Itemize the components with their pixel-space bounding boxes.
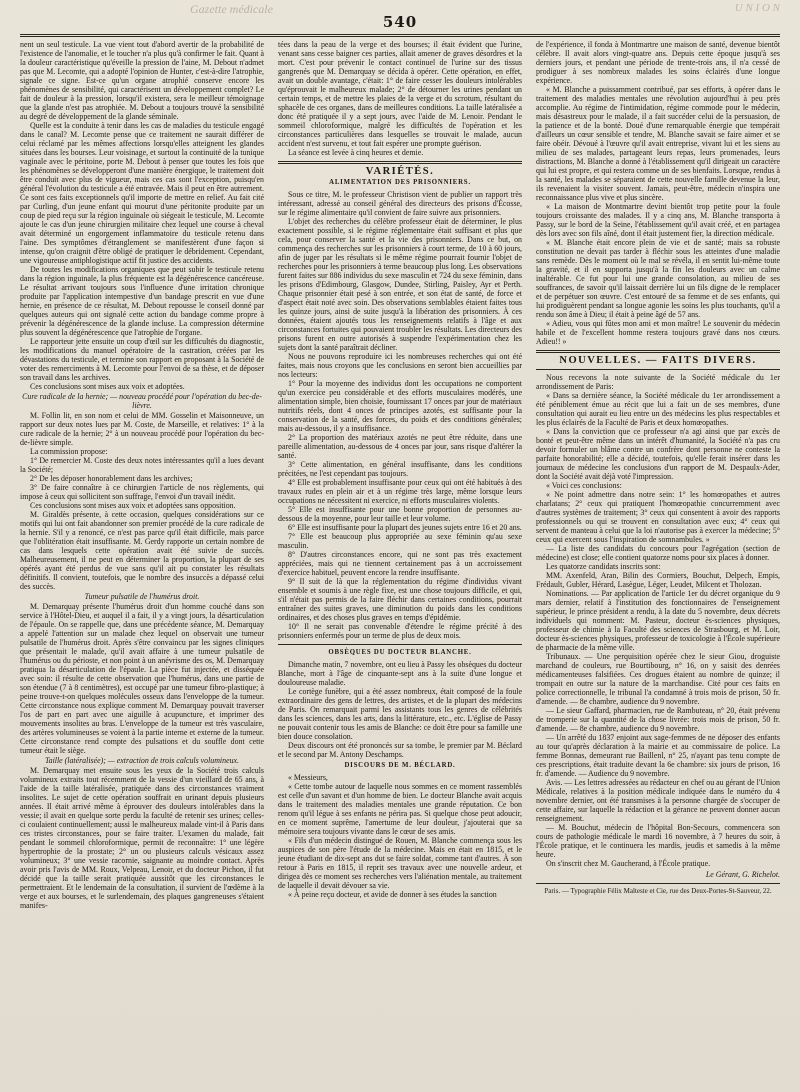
columns (20, 40, 780, 910)
paragraph: « Fils d'un médecin distingué de Rouen, M. Blanche commença sous les auspices de son père l'étude de la médecine. Mais en était en 1815, et le jeune étudiant de dix-sept ans dut se faire soldat, comme tant d'autres. À son retour à Paris en 1815, il reprit ses travaux avec une nouvelle ardeur, et dirigea dès ce moment ses recherches vers l'aliénation mentale, au traitement de laquelle il devait dévouer sa vie. (278, 836, 522, 890)
paragraph: 10° Il ne serait pas convenable d'étendre le régime précité à des prisonniers enfermés pour un terme de plus de deux mois. (278, 622, 522, 640)
paragraph: M. Demarquay présente l'humérus droit d'un homme couché dans son service à l'Hôtel-Dieu, et auquel il a fait, il y a vingt jours, la désarticulation de l'épaule. On se rappelle que, dans une précédente séance, M. Demarquay a appelé l'attention sur un malade chez lequel on observait une tumeur pulsatile de l'humérus droit. Après s'être convaincu par les signes cliniques que présentait le malade, qu'il avait affaire à une tumeur pulsatile de l'humérus ou du périoste, et non point à un anévrisme des os, M. Demarquay pratiqua la désarticulation de l'épaule. La pièce fut injectée, et disséquée avec soin: il résulte de cette observation que l'humérus, dans une partie de son étendue (7 à 8 centimètres), est occupé par une tumeur fibro-plastique; à peine trouve-t-on quelques molécules osseux dans l'enveloppe de la tumeur. Cette circonstance nous explique comment M. Demarquay pouvait traverser l'os de part en part avec une aiguille à acupuncture, et imprimer des mouvements insolites au bras. L'enveloppe de la tumeur est très vasculaire, des artères volumineuses se voient à la partie interne et externe de la tumeur. Cette circonstance rend compte des pulsations et du souffle dont cette tumeur était le siège. (20, 602, 264, 755)
ghost-header-right: U N I O N (734, 2, 780, 14)
paragraph: M. Follin lit, en son nom et celui de MM. Gosselin et Maisonneuve, un rapport sur deux notes lues par M. Coste, de Marseille, et relatives: 1° à la cure radicale de la hernie; 2° à un nouveau procédé pour l'opération du bec-de-lièvre simple. (20, 411, 264, 447)
section-title-varietes: VARIÉTÉS. (365, 166, 435, 177)
header-rule (20, 34, 780, 37)
subtitle-alimentation: ALIMENTATION DES PRISONNIERS. (329, 179, 471, 186)
paragraph: 1° De remercier M. Coste des deux notes intéressantes qu'il a lues devant la Société; (20, 456, 264, 474)
paragraph: 3° Cette alimentation, en général insuffisante, dans les conditions précitées, ne l'est cependant pas toujours. (278, 460, 522, 478)
paragraph: 9° Il suit de là que la réglementation du régime d'individus vivant ensemble et soumis à une règle fixe, est une chose toujours difficile, et qui, s'il n'était pas permis de la faire fléchir dans certaines conditions, pourrait entraîner des suites graves, une diminution du poids dans les conditions ordinaires, et des choses plus graves en temps d'épidémie. (278, 577, 522, 622)
paragraph: La séance est levée à cinq heures et demie. (288, 148, 424, 157)
paragraph: La commission propose: (30, 447, 108, 456)
paragraph: On s'inscrit chez M. Gaucherand, à l'École pratique. (546, 859, 711, 868)
subheading-cure-radicale: Cure radicale de la hernie; — nouveau procédé pour l'opération du bec-de-lièvre. (22, 392, 262, 410)
paragraph: 8° D'autres circonstances encore, qui ne sont pas très exactement appréciées, mais qui ne tiennent certainement pas à un accroissement d'exercice habituel, peuvent encore la rendre insuffisante. (278, 550, 522, 577)
column-2 (278, 40, 522, 910)
paragraph: de l'expérience, il fonda à Montmartre une maison de santé, devenue bientôt célèbre. Il avait alors vingt-quatre ans. Depuis cette époque jusqu'à ses derniers jours, et pendant une période de trente-trois ans, il n'a cessé de prodiguer à ses nombreux malades les soins éclairés d'une longue expérience. (536, 40, 780, 85)
paragraph: Nous ne pouvons reproduire ici les nombreuses recherches qui ont été faites, mais nous croyons que les conclusions en seront bien accueillies par nos lecteurs: (278, 352, 522, 379)
ghost-header-left: Gazette médicale (190, 2, 273, 16)
paragraph: Les quatorze candidats inscrits sont: (546, 562, 661, 571)
paragraph: 1° Pour la moyenne des individus dont les occupations ne comportent qu'un exercice peu considérable et des efforts musculaires modérés, une alimentation simple, bien choisie, fournissant 17 onces par jour de matériaux nutritifs réels, dont 4 onces de principes azotés, est suffisante pour la conservation de la santé, des forces, du poids et des conditions générales; mais au-dessous, il y a insuffisance. (278, 379, 522, 433)
paragraph: 2° De les déposer honorablement dans les archives; (30, 474, 193, 483)
paragraph: De toutes les modifications organiques que peut subir le testicule retenu dans la région inguinale, la plus fréquente est la dégénérescence cancéreuse. Le résultat arrivant toujours sous l'influence d'une irritation chronique produite par l'application intempestive d'un bandage prescrit en vue d'une hernie, en présence de ce résultat, M. Debout repousse le conseil donné par quelques auteurs qui ont signalé cette action du bandage comme propre à prévenir la dégénérescence de la glande incluse. La compression détermine plus souvent la dégénérescence que l'atrophie de l'organe. (20, 265, 264, 337)
paragraph: Le rapporteur jette ensuite un coup d'œil sur les difficultés du diagnostic, les modifications du manuel opératoire de la castration, créées par les dévastations du testicule, et termine son rapport en proposant à la Société de voter des remerciments à M. Lecomte pour l'envoi de sa thèse, et de déposer son travail dans les archives. (20, 337, 264, 382)
paragraph: — Un arrêté du 1837 enjoint aux sage-femmes de ne déposer des enfants au tour qu'après déclaration à la mairie et au commissaire de police. La femme Bonnas, demeurant rue Baillenl, n° 25, n'ayant pas tenu compte de ces prescriptions, était traduite devant la 6e chambre: six jours de prison, 16 fr. d'amende. — Audience du 9 novembre. (536, 733, 780, 778)
section-rule (278, 161, 522, 164)
paragraph: Ces conclusions sont mises aux voix et adoptées. (30, 382, 185, 391)
paragraph: « Messieurs, (288, 773, 328, 782)
paragraph: — M. Bouchut, médecin de l'hôpital Bon-Secours, commencera son cours de pathologie médicale le mardi 16 novembre, à 7 heures du soir, à l'École pratique, et le continuera les mardis, jeudis et samedis à la même heure. (536, 823, 780, 859)
paragraph: « Dans sa dernière séance, la Société médicale du 1er arrondissement a été péniblement émue au récit que lui a fait un de ses membres, d'une consultation qui aurait eu lieu entre un des médecins les plus respectables et les plus éclairés de la Faculté de Paris et deux homœopathes. (536, 391, 780, 427)
paragraph: M. Demarquay met ensuite sous les yeux de la Société trois calculs volumineux extraits tout récemment de la vessie d'un vieillard de 65 ans, à l'aide de la taille latéralisée, pratiquée dans des circonstances vraiment insolites. Le sujet de cette opération souffrait en urinant depuis plusieurs années. Il était arrivé même à éprouver des douleurs intolérables dans la vessie; il avait en quelque sorte perdu la faculté de retenir ses urines; celles-ci coulaient continuellement; aussi le malheureux malade vint-il à Paris dans ces tristes circonstances, pour se faire traiter. L'examen du malade, fait pendant le sommeil chloroformique, permit de reconnaître: 1° une légère hypertrophie de la prostate; 2° un ou plusieurs calculs vésicaux assez volumineux; 3° une vessie racornie, saignante au moindre contact. Après avoir pris l'avis de MM. Roux, Velpeau, Lenoir, et du docteur Pichon, il fut décidé que la taille serait pratiquée aussitôt que les circonstances le permettraient. Et le lendemain de la consultation, il survient de l'œdème à la verge et aux bourses, et le surlendemain, des plaques gangreneuses s'étaient manifes- (20, 766, 264, 910)
paragraph: Dimanche matin, 7 novembre, ont eu lieu à Passy les obsèques du docteur Blanche, mort à l'âge de cinquante-sept ans à la suite d'une longue et douloureuse maladie. (278, 660, 522, 687)
paragraph: — La liste des candidats du concours pour l'agrégation (section de médecine) est close; elle contient quatorze noms pour six places à donner. (536, 544, 780, 562)
paragraph: MM. Axenfeld, Aran, Bilin des Cormiers, Bouchut, Delpech, Empis, Frédault, Gubler, Hérard, Lasègue, Léger, Leudet, Milcent et Tholozan. (536, 571, 780, 589)
paragraph: Tribunaux. — Une perquisition opérée chez le sieur Giou, droguiste marchand de couleurs, rue Bourtibourg, n° 16, on y saisit des denrées médicamenteuses falsifiées. Ces drogues étaient au nombre de quinze; il trompait en outre sur la nature de la marchandise. Cité pour ces faits en police correctionnelle, le tribunal l'a condamné à trois mois de prison, 50 fr. d'amende. — 8e chambre, audience du 9 novembre. (536, 652, 780, 706)
paragraph: 6° Elle est insuffisante pour la plupart des jeunes sujets entre 16 et 20 ans. (288, 523, 522, 532)
paragraph: 7° Elle est beaucoup plus appropriée au sexe féminin qu'au sexe masculin. (278, 532, 522, 550)
paragraph: 2° La proportion des matériaux azotés ne peut être réduite, dans une pareille alimentation, au-dessous de 4 onces par jour, sans risque d'altérer la santé. (278, 433, 522, 460)
paragraph: nent un seul testicule. La vue vient tout d'abord avertir de la probabilité de l'existence de l'anomalie, et le toucher n'a plus qu'à confirmer le fait. Quant à la douleur caractéristique qu'éveille la pression de l'aine, M. Debout n'admet pas que M. Lecomte, qui a adopté l'opinion de Hunter, c'est-à-dire l'atrophie, signale ce signe. Est-ce qu'un organe atrophié conserve encore les phénomènes de sensibilité, qui caractérisent un développement complet? Le fait de douleur à la pression, lorsqu'il existera, sera le meilleur témoignage que la glande n'est pas atrophiée. M. Debout a toujours trouvé la sensibilité au degré de développement de la glande séminale. (20, 40, 264, 121)
paragraph: 5° Elle est insuffisante pour une bonne proportion de personnes au-dessous de la moyenne, pour leur taille et leur volume. (278, 505, 522, 523)
paragraph: 4° Elle est probablement insuffisante pour ceux qui ont été habitués à des travaux rudes en plein air et à un régime très large, même lorsque leurs occupations ne nécessitent ni exercice, ni efforts musculaires violents. (278, 478, 522, 505)
paragraph: M. Giraldès présente, à cette occasion, quelques considérations sur ce motifs qui lui ont fait abandonner son premier procédé de la cure radicale de la hernie. S'il y a renoncé, ce n'est pas parce qu'il était difficile, mais parce que l'oblitération était insuffisante. M. Gerdy rapporte un certain nombre de cas dans lesquels cette opération avait été suivie de succès. Malheureusement, il ne peut en déterminer la proportion, la plupart de ses opérés ayant été perdus de vue sans qu'il ait pu constater les résultats définitifs. Il convient, toutefois, que le nombre des insuccès a dépassé celui des succès. (20, 510, 264, 591)
paragraph: Le cortège funèbre, qui a été assez nombreux, était composé de la foule extraordinaire des gens de lettres, des artistes, et de la plupart des médecins de Paris. On remarquait parmi les assistants tous les genres de célébrités dans les sciences, dans les arts, dans la littérature, etc., etc. L'église de Passy ne pouvait contenir tous les amis de Blanche: ce doit être pour sa famille une bien douce consolation. (278, 687, 522, 741)
column-3 (536, 40, 780, 910)
section-rule (536, 369, 780, 370)
paragraph: tées dans la peau de la verge et des bourses; il était évident que l'urine, venant sans cesse baigner ces parties, allait amener de graves désordres et la mort. C'est pour prévenir le contact continuel de l'urine sur des tissus gangrenés que M. Demarquay se décida à opérer. Cette opération, en effet, avait un double avantage, c'était: 1° de faire cesser les douleurs intolérables qu'éprouvait le malheureux malade; 2° de détourner les urines pendant un certain temps, et de mettre les plaies de la verge et du scrotum, résultant du sphacèle de ces organes, dans de meilleures conditions. La taille latéralisée a donc été pratiquée il y a sept jours, avec l'aide de M. Lenoir. Pendant le sommeil chloroformique, malgré les difficultés de l'opération et les circonstances particulières dans lesquelles se trouvait le malade, aucun accident n'est survenu, et tout fait espérer une prompte guérison. (278, 40, 522, 148)
colophon-rule (536, 883, 780, 884)
paragraph: « Ne point admettre dans notre sein: 1° les homœopathes et autres charlatans; 2° ceux qui pratiquent l'homœopathie concurremment avec d'autres systèmes de traitement; 3° ceux qui consentent à avoir des rapports professionnels ou qui se trouvent en consultation avec eux; 4° ceux qui servent de manteau à celui que la loi n'autorise pas à exercer la médecine; 5° ceux qui exercent sous l'inspiration de somnambules. » (536, 490, 780, 544)
paragraph: Avis. — Les lettres adressées au rédacteur en chef ou au gérant de l'Union Médicale, relatives à la position médicale indiquée dans le numéro du 4 novembre dernier, ont été transmises à la personne chargée de s'occuper de cette affaire, sur laquelle la rédaction et la gérance ne peuvent donner aucun renseignement. (536, 778, 780, 823)
paragraph: « Voici ces conclusions: (546, 481, 622, 490)
signature: Le Gérant, G. Richelot. (705, 870, 780, 879)
paragraph: « À peine reçu docteur, et avide de donner à ses études la sanction (288, 890, 497, 899)
masthead (20, 2, 780, 31)
subtitle-discours: DISCOURS DE M. BÉCLARD. (344, 762, 456, 769)
page-number: 540 (382, 13, 418, 31)
paragraph: Sous ce titre, M. le professeur Christison vient de publier un rapport très intéressant, adressé au conseil général des directeurs des prisons d'Écosse, sur le régime alimentaire qu'il convient de faire suivre aux prisonniers. (278, 190, 522, 217)
column-1 (20, 40, 264, 910)
section-rule (536, 350, 780, 353)
paragraph: « M. Blanche a puissamment contribué, par ses efforts, à opérer dans le traitement des maladies mentales une révolution aujourd'hui à peu près accomplie. Au régime de l'intimidation, régime commode pour le médecin, mais désastreux pour le malade, il a fait succéder celui de la persuasion, de la patience et de la bonté. Doué d'une remarquable énergie que tempérait d'ailleurs un cœur sensible et tendre, M. Blanche savait se faire aimer et se faire obéir. Dévoué à l'œuvre qu'il avait entreprise, vivant lui et les siens au milieu de ses malades, partageant leurs repas, leurs promenades, leurs distractions, M. Blanche a donné à l'établissement qu'il dirigeait un caractère qui lui est propre, et qui restera comme un de ses bienfaits. Lorsque, rendus à la santé, les malades se séparaient de cette nouvelle famille devenue la leur, ils revenaient la visiter souvent. Jamais, peut-être, médecin n'inspira une reconnaissance plus vive et plus sincère. (536, 85, 780, 202)
paragraph: « M. Blanche était encore plein de vie et de santé; mais sa robuste constitution ne devait pas tarder à fléchir sous les atteintes d'une maladie sans remède. Dès le moment où le mal se révéla, il en sentit lui-même toute la gravité, et il en supporta jusqu'à la fin les douleurs avec un calme inaltérable. Ce fut pour lui une grande consolation, au milieu de ses souffrances, de savoir qu'il laissait derrière lui un fils digne de le remplacer et de perpétuer son œuvre. C'est entouré de sa femme et de ses enfants, qui lui prodiguèrent pendant sa longue agonie les soins les plus touchants, qu'il a rendu son âme à Dieu; il était à peine âgé de 57 ans. (536, 238, 780, 319)
paragraph: L'objet des recherches du célèbre professeur était de déterminer, le plus exactement possible, si le régime réglementaire était suffisant et plus que cela, pour conserver la santé et la vie des prisonniers. Dans ce but, on commença des recherches sur les prisonniers à court terme, de 10 à 60 jours, afin de juger par les résultats si le même régime pourrait fournir l'objet de recherches pour les prisonniers à terme beaucoup plus long. Les observations furent faites sur 886 individus du sexe masculin et 724 du sexe féminin, dans les prisons d'Edimbourg, Glasgow, Dundee, Stirling, Paisley, Ayr et Perth. Chaque prisonnier était pesé à son entrée, et son état de santé, de force et d'aspect était noté avec soin. Des observations semblables étaient faites tous les quinze jours, ainsi de suite jusqu'à la libération des prisonniers. À ces données, étaient ajoutés tous les renseignements relatifs à l'âge et aux circonstances fortuites qui pouvaient troubler les résultats. Les directeurs des prisons furent en outre autorisés à suspendre l'expérimentation chez les sujets dont la santé paraîtrait décliner. (278, 217, 522, 352)
paragraph: Ces conclusions sont mises aux voix et adoptées sans opposition. (30, 501, 236, 510)
paragraph: Nous recevons la note suivante de la Société médicale du 1er arrondissement de Paris: (536, 373, 780, 391)
colophon: Paris. — Typographie Félix Malteste et Cie, rue des Deux-Portes-St-Sauveur, 22. (544, 887, 772, 895)
paragraph: 3° De faire connaître à ce chirurgien l'article de nos règlements, qui impose à ceux qui sollicitent son suffrage, l'envoi d'un travail inédit. (20, 483, 264, 501)
section-title-nouvelles: NOUVELLES. — FAITS DIVERS. (559, 355, 757, 366)
paragraph: Nominations. — Par application de l'article 1er du décret organique du 9 mars dernier, relatif à l'institution des fonctionnaires de l'enseignement supérieur, le prince président a rendu, à la date du 5 novembre, deux décrets individuels qui nomment: M. Pasteur, docteur ès-sciences physiques, professeur de chimie à la Faculté des sciences de Strasbourg, et M. Loir, docteur ès-sciences physiques, professeur de toxicologie à l'École supérieure de pharmacie de la même ville. (536, 589, 780, 652)
paragraph: « La maison de Montmartre devint bientôt trop petite pour la foule toujours croissante des malades. Il y a cinq ans, M. Blanche transporta à Passy, sur le bord de la Seine, l'établissement qu'il avait créé, et en partagea dès lors avec son fils aîné, dont il était justement fier, la direction médicale. (536, 202, 780, 238)
subtitle-obseques: OBSÈQUES DU DOCTEUR BLANCHE. (328, 649, 472, 656)
section-rule (278, 644, 522, 645)
paragraph: « Dans la conviction que ce professeur n'a agi ainsi que par excès de bonté et peut-être même dans un intérêt d'humanité, la Société n'a pas cru devoir formuler un blâme contre un confrère dont personne ne conteste la parfaite honorabilité; elle a décidé, toutefois, qu'elle ferait insérer dans les journaux de médecine les conclusions d'un rapport de M. Despaulx-Ader, dont la Société avait déjà voté l'impression. (536, 427, 780, 481)
paragraph: Deux discours ont été prononcés sur sa tombe, le premier par M. Béclard et le second par M. Antony Deschamps. (278, 741, 522, 759)
paragraph: — Le sieur Gaffard, pharmacien, rue de Rambuteau, n° 20, était prévenu de tromperie sur la quantité de la chose livrée: trois mois de prison, 50 fr. d'amende. — 8e chambre, audience du 9 novembre. (536, 706, 780, 733)
paragraph: Quelle est la conduite à tenir dans les cas de maladies du testicule engagé dans le canal? M. Lecomte pense que ce traitement ne saurait différer de celui réclamé par les mêmes affections lorsqu'elles atteignent les glandes situées dans les bourses. Leur voisinage, et surtout la continuité de la tunique vaginale avec le péritoine, porte M. Debout à penser que toutes les fois que les phénomènes se développeront d'une manière énergique, le traitement doit être conduit avec plus de vigueur, mais ces cas sont l'exception, puisqu'en général l'évolution du testicule a été entravée. Mais il peut en être autrement. Ce sont ces faits exceptionnels qu'il importe de mettre en relief. Au fait cité par Curling, d'un jeune enfant qui mourut d'une péritonite produite par un coup de pied reçu sur la région inguinale où siégeait le testicule, M. Lecomte ajoute le cas d'un jeune chirurgien militaire chez lequel une course à cheval avait déterminé un engorgement inflammatoire du testicule retenu dans l'aine. Des symptômes d'étranglement se manifestèrent d'une façon si intense, qu'on craignit d'être obligé de pratiquer le débridement. Cependant, une vigoureuse antiphlogistique actif fit justice des accidents. (20, 121, 264, 265)
subheading-tumeur: Tumeur pulsatile de l'humérus droit. (84, 592, 200, 601)
subheading-taille: Taille (latéralisée); — extraction de trois calculs volumineux. (44, 756, 239, 765)
paragraph: « Adieu, vous qui fûtes mon ami et mon maître! Le souvenir du médecin habile et de l'excellent homme restera toujours gravé dans nos cœurs. Adieu!! » (536, 319, 780, 346)
paragraph: « Cette tombe autour de laquelle nous sommes en ce moment rassemblés est celle d'un savant et d'un homme de bien. Le docteur Blanche avait acquis dans le traitement des maladies mentales une grande réputation. Ce bon renom qu'il légue à ses enfants ne périra pas. Si quelque chose peut adoucir, en ce moment suprême, l'amertume de leur douleur, j'ajouterai que sa mémoire sera toujours vivante dans le cœur de ses amis. (278, 782, 522, 836)
